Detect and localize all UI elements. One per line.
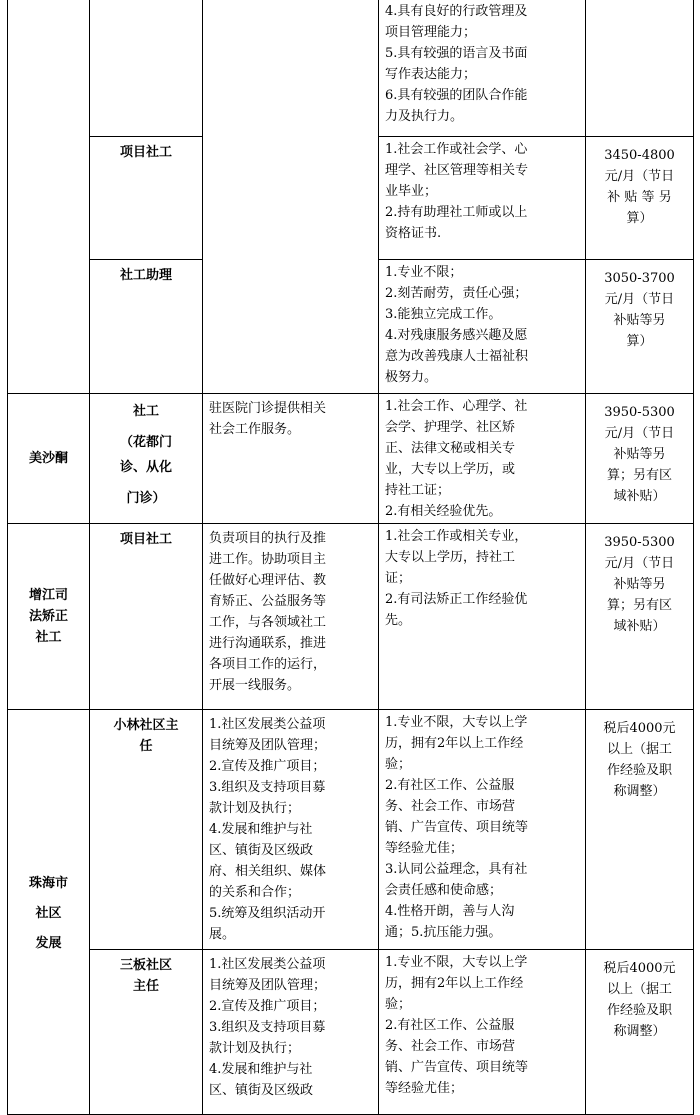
req-line: 务、社会工作、市场营 bbox=[385, 799, 516, 814]
position-sub: （花都门 bbox=[119, 435, 172, 450]
table-row bbox=[8, 394, 694, 524]
salary-line: 算） bbox=[626, 211, 653, 226]
position-name: 项目社工 bbox=[119, 532, 172, 547]
salary-line: 作经验及职 bbox=[606, 1003, 672, 1018]
req-line: 资格证书. bbox=[385, 226, 442, 241]
req-line: 历，拥有2年以上工作经 bbox=[385, 736, 524, 751]
requirements-cell bbox=[379, 260, 586, 394]
position-sub: 诊、从化 bbox=[119, 460, 172, 475]
req-line: 3.认同公益理念，具有社 bbox=[385, 862, 528, 877]
req-line: 1.专业不限，大专以上学 bbox=[385, 955, 528, 970]
req-line: 大专以上学历，持社工 bbox=[385, 550, 516, 565]
desc-line: 驻医院门诊提供相关 bbox=[209, 401, 327, 416]
salary-line: 补贴等另 bbox=[613, 313, 666, 328]
req-line: 会责任感和使命感； bbox=[385, 883, 503, 898]
position-name: 项目社工 bbox=[119, 145, 172, 160]
salary-cell bbox=[586, 260, 694, 394]
org-name: 增江司 bbox=[28, 588, 68, 603]
desc-line: 款计划及执行； bbox=[209, 1041, 301, 1056]
req-line: 2.有相关经验优先。 bbox=[385, 504, 502, 519]
salary-line: 算；另有区 bbox=[606, 598, 672, 613]
salary-line: 算；另有区 bbox=[606, 468, 672, 483]
org-name: 社区 bbox=[35, 906, 62, 921]
requirements-cell bbox=[379, 710, 586, 950]
req-line: 务、社会工作、市场营 bbox=[385, 1039, 516, 1054]
req-line: 理学、社区管理等相关专 bbox=[385, 163, 529, 178]
org-name: 社工 bbox=[35, 630, 62, 645]
req-line: 正、法律文秘或相关专 bbox=[385, 441, 516, 456]
req-line: 业毕业； bbox=[385, 184, 438, 199]
salary-line: 元/月（节日 bbox=[604, 426, 675, 441]
position-name: 三板社区 bbox=[119, 958, 172, 973]
salary-cell bbox=[586, 710, 694, 950]
salary-line: 元/月（节日 bbox=[604, 556, 675, 571]
position-cell bbox=[90, 137, 203, 260]
desc-line: 款计划及执行； bbox=[209, 801, 301, 816]
req-line: 意为改善残康人士福祉积 bbox=[385, 349, 529, 364]
req-line: 写作表达能力； bbox=[385, 67, 477, 82]
req-line: 1.专业不限，大专以上学 bbox=[385, 715, 528, 730]
req-line: 1.社会工作、心理学、社 bbox=[385, 399, 528, 414]
req-line: 业，大专以上学历，或 bbox=[385, 462, 516, 477]
salary-line: 3950-5300 bbox=[604, 405, 675, 420]
req-line: 先。 bbox=[385, 613, 412, 628]
salary-cell bbox=[586, 524, 694, 710]
req-line: 4.对残康服务感兴趣及愿 bbox=[385, 328, 528, 343]
req-line: 1.专业不限； bbox=[385, 265, 463, 280]
description-cell bbox=[203, 524, 379, 710]
salary-line: 3050-3700 bbox=[604, 271, 675, 286]
req-line: 验； bbox=[385, 757, 412, 772]
salary-line: 补 贴 等 另 bbox=[607, 190, 672, 205]
salary-cell bbox=[586, 950, 694, 1115]
position-name: 任 bbox=[139, 739, 153, 754]
salary-cell bbox=[586, 0, 694, 137]
table-row bbox=[8, 524, 694, 710]
req-line: 3.能独立完成工作。 bbox=[385, 307, 502, 322]
desc-line: 2.宣传及推广项目； bbox=[209, 999, 326, 1014]
desc-line: 目统筹及团队管理； bbox=[209, 978, 327, 993]
req-line: 等经验尤佳； bbox=[385, 841, 464, 856]
salary-line: 3450-4800 bbox=[604, 148, 675, 163]
desc-line: 4.发展和维护与社 bbox=[209, 822, 313, 837]
desc-line: 各项目工作的运行， bbox=[209, 657, 327, 672]
position-cell bbox=[90, 394, 203, 524]
desc-line: 1.社区发展类公益项 bbox=[209, 717, 326, 732]
table-row bbox=[8, 710, 694, 950]
req-line: 2.刻苦耐劳，责任心强； bbox=[385, 286, 528, 301]
salary-line: 称调整） bbox=[613, 1024, 666, 1039]
req-line: 销、广告宣传、项目统等 bbox=[385, 1060, 529, 1075]
position-name: 主任 bbox=[132, 979, 159, 994]
desc-line: 3.组织及支持项目募 bbox=[209, 1020, 326, 1035]
desc-line: 开展一线服务。 bbox=[209, 678, 301, 693]
position-name: 社工助理 bbox=[119, 268, 172, 283]
position-cell bbox=[90, 260, 203, 394]
req-line: 项目管理能力； bbox=[385, 25, 477, 40]
desc-line: 展。 bbox=[209, 927, 236, 942]
salary-line: 补贴等另 bbox=[613, 447, 666, 462]
position-cell bbox=[90, 524, 203, 710]
salary-line: 税后4000元 bbox=[603, 961, 676, 976]
desc-line: 区、镇街及区级政 bbox=[209, 1083, 314, 1098]
req-line: 极努力。 bbox=[385, 370, 438, 385]
desc-line: 5.统筹及组织活动开 bbox=[209, 906, 326, 921]
desc-line: 2.宣传及推广项目； bbox=[209, 759, 326, 774]
org-cell bbox=[8, 394, 90, 524]
req-line: 4.具有良好的行政管理及 bbox=[385, 4, 528, 19]
desc-line: 1.社区发展类公益项 bbox=[209, 957, 326, 972]
desc-line: 4.发展和维护与社 bbox=[209, 1062, 313, 1077]
salary-line: 3950-5300 bbox=[604, 535, 675, 550]
salary-line: 算） bbox=[626, 334, 653, 349]
salary-cell bbox=[586, 394, 694, 524]
salary-line: 元/月（节日 bbox=[604, 292, 675, 307]
req-line: 历，拥有2年以上工作经 bbox=[385, 976, 524, 991]
salary-line: 称调整） bbox=[613, 784, 666, 799]
recruitment-table bbox=[7, 0, 694, 1115]
desc-line: 3.组织及支持项目募 bbox=[209, 780, 326, 795]
desc-line: 育矫正、公益服务等 bbox=[209, 594, 327, 609]
requirements-cell bbox=[379, 394, 586, 524]
req-line: 2.持有助理社工师或以上 bbox=[385, 205, 528, 220]
req-line: 通；5.抗压能力强。 bbox=[385, 925, 502, 940]
org-cell bbox=[8, 0, 90, 394]
description-cell bbox=[203, 394, 379, 524]
salary-line: 作经验及职 bbox=[606, 763, 672, 778]
salary-line: 以上（据工 bbox=[606, 982, 672, 997]
salary-line: 税后4000元 bbox=[603, 721, 676, 736]
req-line: 证； bbox=[385, 571, 412, 586]
salary-line: 域补贴） bbox=[613, 619, 666, 634]
req-line: 2.有社区工作、公益服 bbox=[385, 1018, 515, 1033]
description-cell bbox=[203, 0, 379, 394]
desc-line: 目统筹及团队管理； bbox=[209, 738, 327, 753]
salary-line: 域补贴） bbox=[613, 489, 666, 504]
salary-line: 元/月（节日 bbox=[604, 169, 675, 184]
salary-line: 以上（据工 bbox=[606, 742, 672, 757]
req-line: 6.具有较强的团队合作能 bbox=[385, 88, 528, 103]
req-line: 会学、护理学、社区矫 bbox=[385, 420, 516, 435]
requirements-cell bbox=[379, 524, 586, 710]
req-line: 1.社会工作或社会学、心 bbox=[385, 142, 528, 157]
desc-line: 任做好心理评估、教 bbox=[209, 573, 327, 588]
requirements-cell bbox=[379, 950, 586, 1115]
position-name: 小林社区主 bbox=[113, 718, 179, 733]
req-line: 2.有社区工作、公益服 bbox=[385, 778, 515, 793]
table-row bbox=[8, 950, 694, 1115]
description-cell bbox=[203, 950, 379, 1115]
position-cell bbox=[90, 0, 203, 137]
desc-line: 进工作。协助项目主 bbox=[209, 552, 327, 567]
org-cell bbox=[8, 524, 90, 710]
position-name: 社工 bbox=[132, 404, 159, 419]
desc-line: 负责项目的执行及推 bbox=[209, 531, 327, 546]
desc-line: 府、相关组织、媒体 bbox=[209, 864, 327, 879]
requirements-cell bbox=[379, 137, 586, 260]
desc-line: 社会工作服务。 bbox=[209, 422, 301, 437]
req-line: 1.社会工作或相关专业， bbox=[385, 529, 528, 544]
req-line: 销、广告宣传、项目统等 bbox=[385, 820, 529, 835]
org-cell bbox=[8, 710, 90, 1115]
desc-line: 进行沟通联系，推进 bbox=[209, 636, 327, 651]
requirements-cell bbox=[379, 0, 586, 137]
position-sub: 门诊） bbox=[126, 491, 166, 506]
req-line: 持社工证； bbox=[385, 483, 451, 498]
req-line: 验； bbox=[385, 997, 412, 1012]
desc-line: 的关系和合作； bbox=[209, 885, 301, 900]
org-name: 发展 bbox=[35, 936, 62, 951]
salary-cell bbox=[586, 137, 694, 260]
org-name: 美沙酮 bbox=[28, 451, 68, 466]
description-cell bbox=[203, 710, 379, 950]
position-cell bbox=[90, 710, 203, 950]
org-name: 法矫正 bbox=[28, 609, 68, 624]
req-line: 力及执行力。 bbox=[385, 109, 464, 124]
req-line: 等经验尤佳； bbox=[385, 1081, 464, 1096]
req-line: 5.具有较强的语言及书面 bbox=[385, 46, 528, 61]
req-line: 4.性格开朗，善与人沟 bbox=[385, 904, 515, 919]
table-row bbox=[8, 0, 694, 137]
org-name: 珠海市 bbox=[28, 876, 68, 891]
desc-line: 工作，与各领域社工 bbox=[209, 615, 327, 630]
req-line: 2.有司法矫正工作经验优 bbox=[385, 592, 528, 607]
salary-line: 补贴等另 bbox=[613, 577, 666, 592]
position-cell bbox=[90, 950, 203, 1115]
desc-line: 区、镇街及区级政 bbox=[209, 843, 314, 858]
